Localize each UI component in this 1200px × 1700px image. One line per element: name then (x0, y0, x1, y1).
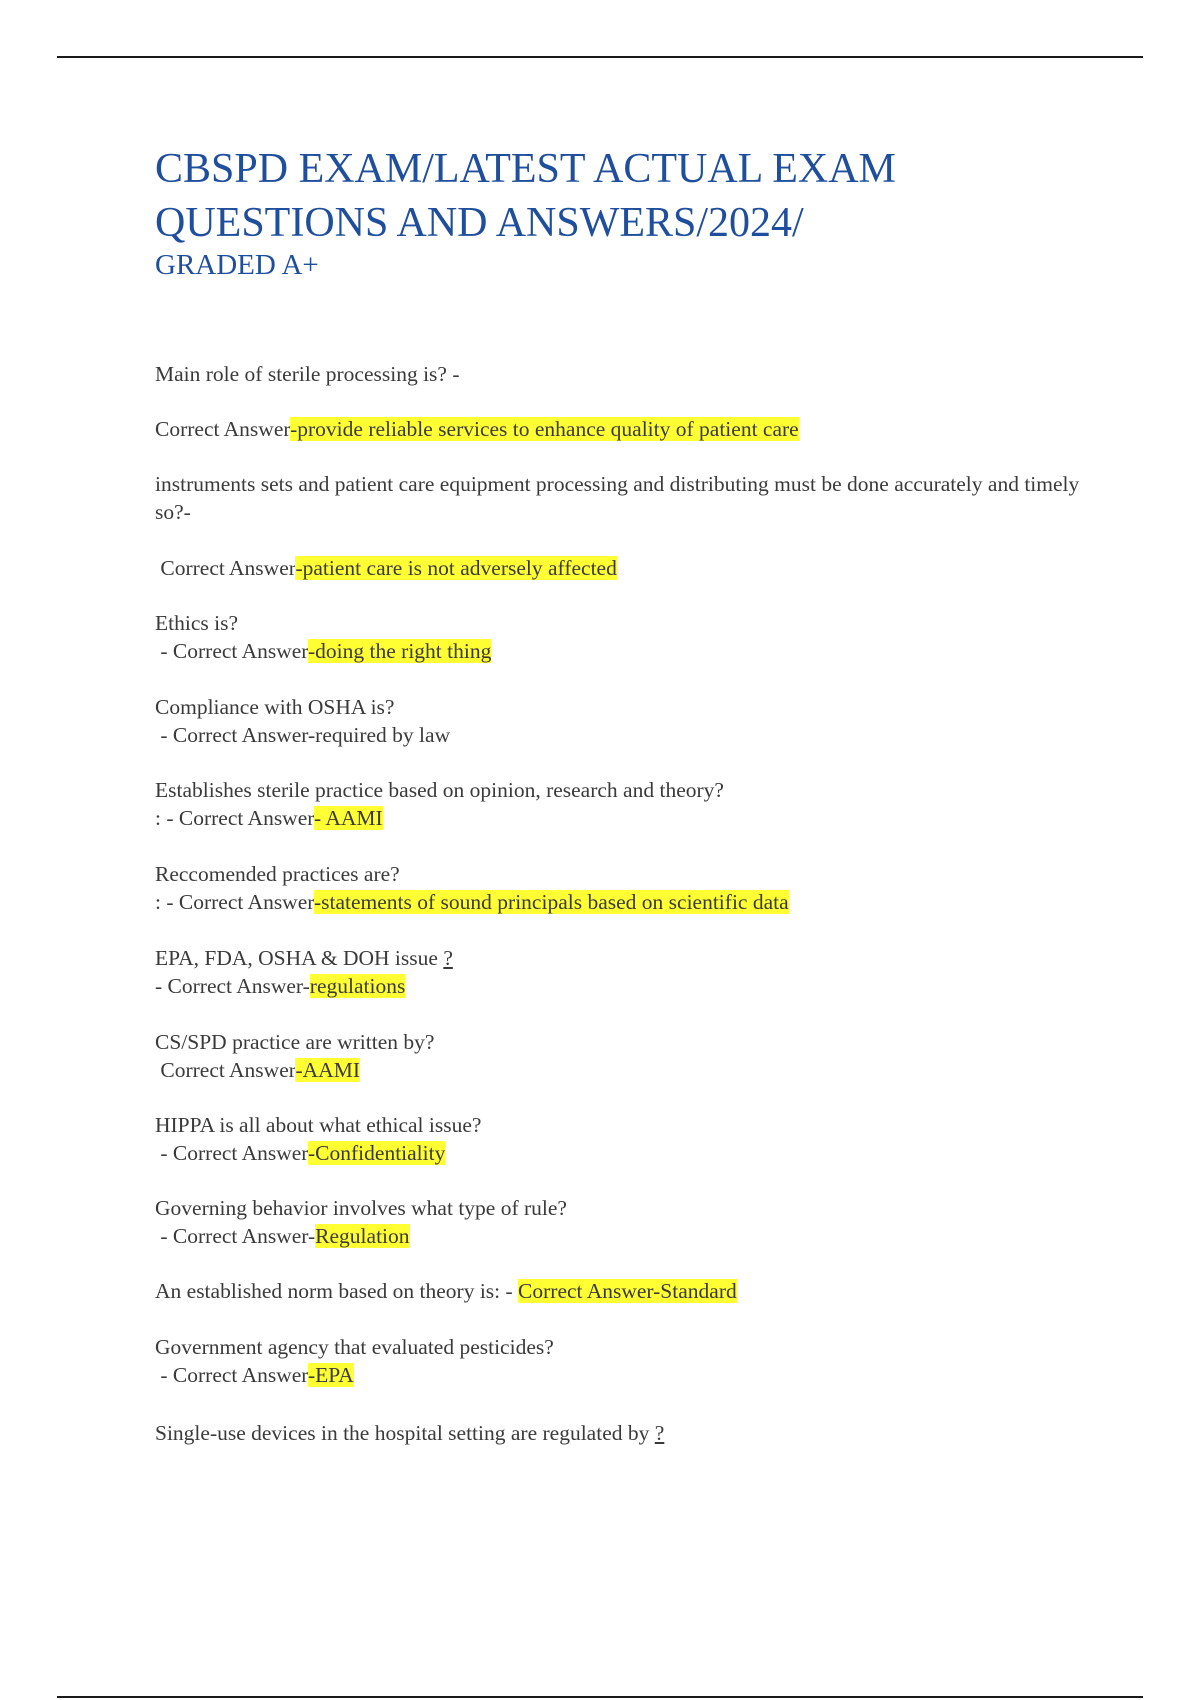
question-text: Establishes sterile practice based on opinion, research and theory? (155, 778, 724, 802)
highlighted-answer: -doing the right thing (308, 639, 492, 663)
question-text: CS/SPD practice are written by? (155, 1030, 435, 1054)
document-title: CBSPD EXAM/LATEST ACTUAL EXAM QUESTIONS AND ANSWERS/2024/ (155, 146, 896, 246)
answer-line (155, 415, 1085, 443)
answer-prefix: Correct Answer (155, 1058, 296, 1082)
qa-item (155, 360, 1085, 388)
question-text: Main role of sterile processing is? - (155, 362, 460, 386)
top-rule (57, 56, 1143, 58)
question-text: Compliance with OSHA is? (155, 695, 395, 719)
question-text: HIPPA is all about what ethical issue? (155, 1113, 482, 1137)
highlighted-answer: -AAMI (295, 1058, 360, 1082)
qa-item (155, 1194, 1085, 1250)
qa-item (155, 693, 1085, 749)
answer-prefix: - Correct Answer (155, 1363, 309, 1387)
document-subtitle: GRADED A+ (155, 249, 319, 281)
answer-prefix: - Correct Answer- (155, 974, 310, 998)
qa-item (155, 860, 1085, 916)
highlighted-answer: Regulation (315, 1224, 410, 1248)
answer-prefix: : - Correct Answer (155, 890, 314, 914)
highlighted-answer: regulations (309, 974, 406, 998)
highlighted-answer: -Confidentiality (308, 1141, 446, 1165)
answer-prefix: - Correct Answer (155, 1141, 309, 1165)
highlighted-answer: -provide reliable services to enhance quality of patient care (290, 417, 799, 441)
qa-item (155, 1028, 1085, 1084)
question-mark: ? (654, 1421, 665, 1445)
answer-prefix: - Correct Answer (155, 639, 309, 663)
qa-item (155, 609, 1085, 665)
qa-item (155, 1333, 1085, 1389)
highlighted-answer: -EPA (308, 1363, 354, 1387)
answer-prefix: - Correct Answer-required by law (155, 723, 451, 747)
qa-item (155, 776, 1085, 832)
question-mark: ? (443, 946, 453, 970)
question-text: Governing behavior involves what type of rule? (155, 1196, 567, 1220)
qa-item (155, 1111, 1085, 1167)
question-text: Reccomended practices are? (155, 862, 400, 886)
answer-prefix: - Correct Answer- (155, 1224, 316, 1248)
qa-item (155, 470, 1085, 526)
highlighted-answer: Correct Answer-Standard (518, 1279, 737, 1303)
bottom-rule (57, 1696, 1143, 1698)
question-text: Government agency that evaluated pesticides? (155, 1335, 554, 1359)
highlighted-answer: -statements of sound principals based on scientific data (313, 890, 789, 914)
question-text: An established norm based on theory is: - (155, 1279, 519, 1303)
highlighted-answer: - AAMI (313, 806, 383, 830)
answer-prefix: : - Correct Answer (155, 806, 314, 830)
question-text: instruments sets and patient care equipment processing and distributing must be done accurately and timely so?- (155, 472, 1080, 524)
question-text: Ethics is? (155, 611, 238, 635)
qa-item (155, 1419, 1085, 1447)
answer-prefix: Correct Answer (155, 417, 291, 441)
qa-item (155, 1277, 1085, 1305)
answer-line (155, 554, 1085, 582)
answer-prefix: Correct Answer (155, 556, 296, 580)
highlighted-answer: -patient care is not adversely affected (295, 556, 617, 580)
question-text: EPA, FDA, OSHA & DOH issue (155, 946, 444, 970)
question-text: Single-use devices in the hospital setting are regulated by (155, 1421, 655, 1445)
qa-item (155, 944, 1085, 1000)
